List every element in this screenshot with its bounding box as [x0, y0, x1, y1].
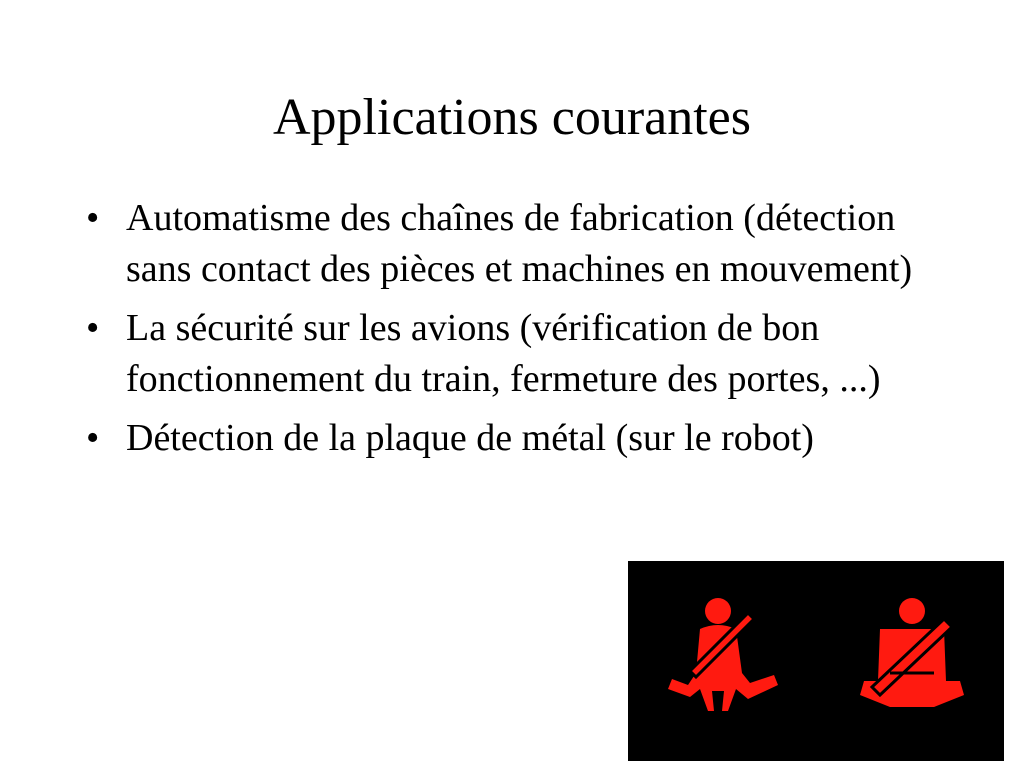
seatbelt-warning-svg	[628, 561, 1004, 761]
seatbelt-warning-image	[628, 561, 1004, 761]
bullet-item	[86, 303, 946, 405]
bullet-item	[86, 193, 946, 295]
bullet-symbol: •	[86, 417, 100, 459]
bullet-text: La sécurité sur les avions (vérification de bon fonctionnement du train, fermeture des portes, ...)	[126, 307, 881, 400]
bullet-item	[86, 413, 946, 464]
image-background	[628, 561, 1004, 761]
head-icon-left	[705, 598, 731, 624]
bullet-symbol: •	[86, 307, 100, 349]
slide-title: Applications courantes	[273, 89, 751, 146]
bullet-list	[86, 193, 946, 472]
bullet-text: Détection de la plaque de métal (sur le robot)	[126, 417, 814, 459]
head-icon-right	[899, 598, 925, 624]
bullet-symbol: •	[86, 197, 100, 239]
bullet-text: Automatisme des chaînes de fabrication (détection sans contact des pièces et machines en mouvement)	[126, 197, 913, 290]
